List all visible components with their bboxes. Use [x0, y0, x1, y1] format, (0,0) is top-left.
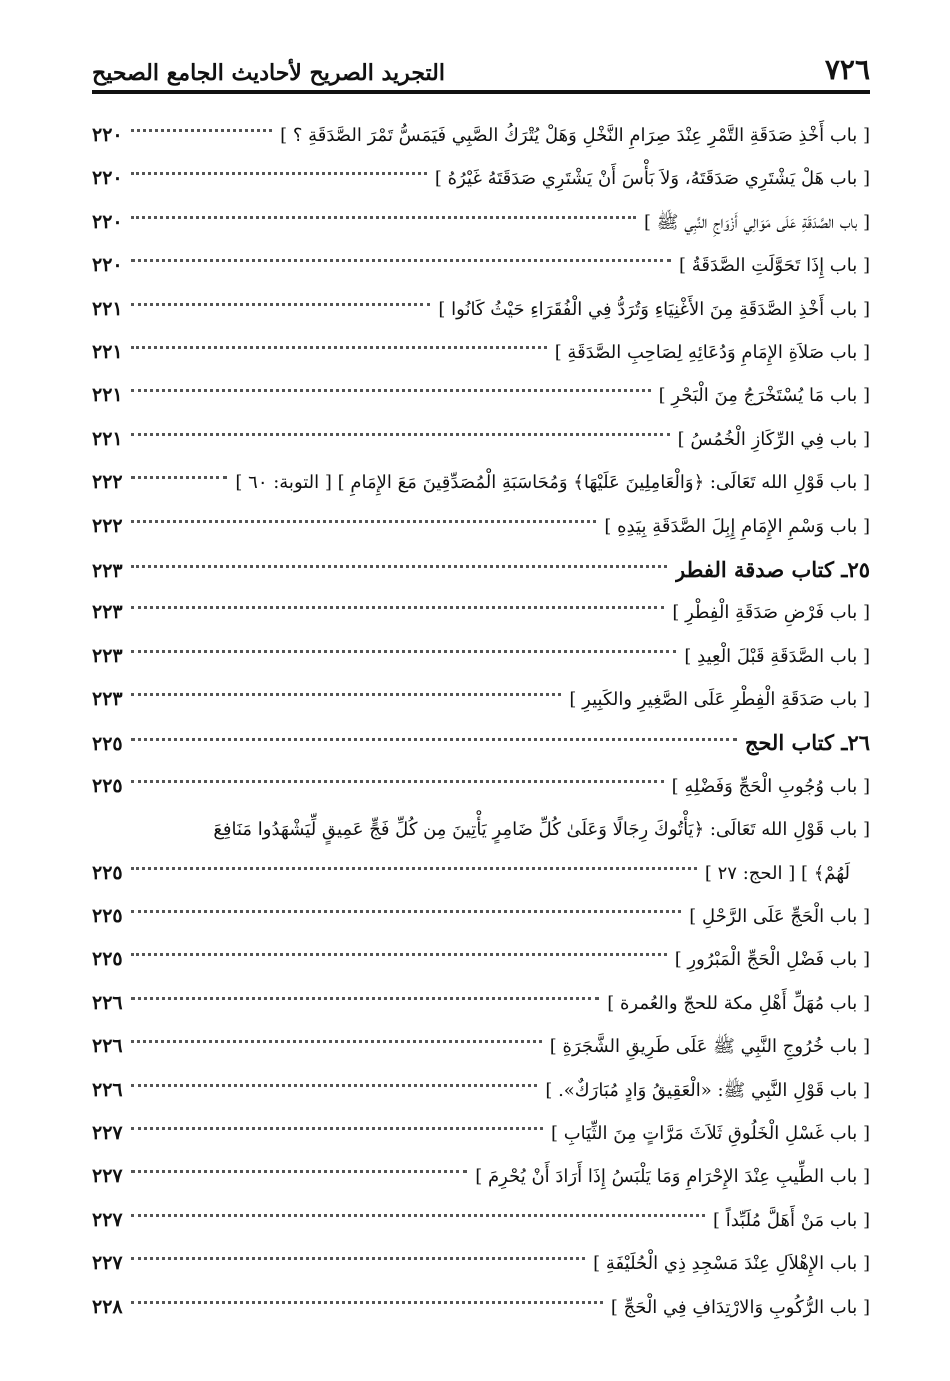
entry-page-number: ٢٢٨ [92, 1295, 123, 1318]
toc-entry [92, 635, 870, 678]
entry-page-number: ٢٢٢ [92, 514, 123, 537]
dot-leader [131, 476, 228, 479]
entry-title: لَهُمْ﴾ ] [ الحج: ٢٧ ] [704, 862, 850, 884]
entry-page-number: ٢٢٥ [92, 905, 123, 928]
toc-entry [92, 288, 870, 331]
book-title: ٢٥ـ كتاب صدقة الفطر [675, 556, 870, 582]
entry-title: [ باب الإِهْلاَلِ عِنْدَ مَسْجِدِ ذِي الْحُلَيْفَةِ ] [593, 1253, 870, 1275]
dot-leader [131, 129, 272, 132]
entry-title: [ باب صَلاَةِ الإِمَامِ وَدُعَائِهِ لِصَاحِبِ الصَّدَقَةِ ] [554, 341, 870, 363]
entry-title: [ باب خُرُوجِ النَّبِي ﷺ عَلَى طَرِيقِ الشَّجَرَةِ ] [549, 1036, 870, 1058]
book-title: ٢٦ـ كتاب الحج [744, 730, 870, 756]
entry-page-number: ٢٢٧ [92, 1208, 123, 1231]
dot-leader [131, 389, 651, 392]
entry-title: [ باب وُجُوبِ الْحَجِّ وَفَضْلِهِ ] [671, 775, 870, 797]
entry-title: [ باب الرُّكُوبِ وَالارْتِدَافِ فِي الْحَجِّ ] [610, 1296, 870, 1318]
entry-title: [ باب فَضْلِ الْحَجِّ الْمَبْرُورِ ] [674, 949, 870, 971]
dot-leader [131, 1084, 538, 1087]
dot-leader [131, 693, 562, 696]
entry-page-number: ٢٢٠ [92, 254, 123, 277]
entry-title: [ باب مُهَلِّ أَهْلِ مكة للحجّ والعُمرة ] [607, 992, 870, 1014]
entry-title: [ باب فَرْضِ صَدَقَةِ الْفِطْرِ ] [672, 602, 870, 624]
toc-entry [92, 1069, 870, 1112]
entry-title: [ باب غَسْلِ الْخَلُوقِ ثَلاَثَ مَرَّاتٍ مِنَ الثِّيَابِ ] [550, 1122, 870, 1144]
dot-leader [131, 1040, 542, 1043]
entry-page-number: ٢٢٠ [92, 124, 123, 146]
dot-leader [131, 1257, 586, 1260]
dot-leader [131, 1170, 468, 1173]
running-title: التجريد الصريح لأحاديث الجامع الصحيح [92, 60, 445, 86]
entry-title: [ باب قَوْلِ الله تَعَالَى: ﴿وَالْعَامِلِينَ عَلَيْهَا﴾ وَمُحَاسَبَةِ الْمُصَدِّقِينَ مَعَ الإِمَامِ ] [ التوبة: ٦٠ ] [235, 472, 870, 494]
dot-leader [131, 650, 677, 653]
dot-leader [131, 346, 547, 349]
entry-title: [ باب الصَّدَقَةِ قَبْلَ الْعِيدِ ] [684, 645, 870, 667]
entry-title: [ باب أَخْذِ الصَّدَقَةِ مِنَ الأَغْنِيَاءِ وَتُرَدُّ فِي الْفُقَرَاءِ حَيْثُ كَانُوا ] [438, 298, 870, 320]
entry-title: [ باب إِذَا تَحَوَّلَتِ الصَّدَقَةُ ] [679, 255, 870, 277]
entry-page-number: ٢٢٧ [92, 1165, 123, 1188]
toc-entry [92, 678, 870, 721]
entry-title: [ باب وَسْمِ الإِمَامِ إِبِلَ الصَّدَقَةِ بِيَدِهِ ] [604, 515, 870, 537]
entry-page-number: ٢٢١ [92, 384, 123, 407]
toc-entry [92, 1242, 870, 1285]
toc-entry [92, 374, 870, 417]
toc-entry [92, 1199, 870, 1242]
entry-page-number: ٢٢٦ [92, 1035, 123, 1058]
toc-entry [92, 331, 870, 374]
table-of-contents [92, 114, 870, 1329]
toc-entry [92, 1286, 870, 1329]
entry-page-number: ٢٢٥ [92, 774, 123, 797]
toc-entry [92, 1155, 870, 1198]
entry-page-number: ٢٢٣ [92, 559, 123, 582]
entry-title: [ باب هَلْ يَشْتَرِي صَدَقَتَهُ، وَلاَ بَأْسَ أَنْ يَشْتَرِي صَدَقَتَهُ غَيْرُهُ ] [434, 168, 870, 190]
toc-entry [92, 982, 870, 1025]
toc-book-heading [92, 548, 870, 591]
entry-title: [ باب مَا يُسْتَخْرَجُ مِنَ الْبَحْرِ ] [658, 385, 870, 407]
dot-leader [131, 565, 667, 568]
page-number: ٧٢٦ [824, 53, 870, 86]
entry-page-number: ٢٢٦ [92, 991, 123, 1014]
entry-page-number: ٢٢٦ [92, 1078, 123, 1101]
entry-page-number: ٢٢٧ [92, 1252, 123, 1275]
entry-page-number: ٢٢٣ [92, 688, 123, 711]
dot-leader [131, 303, 431, 306]
entry-page-number: ٢٢١ [92, 340, 123, 363]
toc-entry [92, 114, 870, 157]
entry-page-number: ٢٢١ [92, 297, 123, 320]
entry-title: [ باب مَنْ أَهَلَّ مُلَبِّداً ] [712, 1209, 870, 1231]
entry-title: [ باب الصَّدَقَةِ عَلَى مَوَالِي أَزْوَاجِ النَّبِي ﷺ ] [643, 211, 870, 233]
page-header [92, 52, 870, 94]
entry-title: [ باب قَوْلِ النَّبِي ﷺ: «الْعَقِيقُ وَادٍ مُبَارَكٌ». ] [545, 1079, 870, 1101]
entry-title: [ باب الطِّيبِ عِنْدَ الإِحْرَامِ وَمَا يَلْبَسُ إِذَا أَرَادَ أَنْ يُحْرِمَ ] [475, 1166, 870, 1188]
entry-title: [ باب صَدَقَةِ الْفِطْرِ عَلَى الصَّغِيرِ والكَبِيرِ ] [569, 689, 870, 711]
entry-page-number: ٢٢٧ [92, 1121, 123, 1144]
toc-entry [92, 1112, 870, 1155]
dot-leader [131, 172, 427, 175]
entry-page-number: ٢٢٣ [92, 601, 123, 624]
dot-leader [131, 606, 665, 609]
toc-entry [92, 938, 870, 981]
dot-leader [131, 780, 664, 783]
toc-entry [92, 157, 870, 200]
toc-entry [92, 765, 870, 808]
entry-page-number: ٢٢٥ [92, 733, 123, 756]
dot-leader [131, 867, 697, 870]
entry-page-number: ٢٢٣ [92, 644, 123, 667]
dot-leader [131, 1301, 603, 1304]
entry-page-number: ٢٢١ [92, 427, 123, 450]
toc-entry [92, 201, 870, 244]
document-page [92, 52, 870, 1329]
toc-entry [92, 591, 870, 634]
dot-leader [131, 997, 600, 1000]
dot-leader [131, 216, 636, 219]
toc-entry [92, 808, 870, 851]
dot-leader [131, 433, 670, 436]
toc-entry [92, 895, 870, 938]
dot-leader [131, 520, 597, 523]
dot-leader [131, 910, 682, 913]
toc-entry [92, 418, 870, 461]
toc-entry [92, 1025, 870, 1068]
entry-page-number: ٢٢٥ [92, 861, 123, 884]
entry-title: [ باب فِي الرِّكَازِ الْخُمُسُ ] [677, 428, 870, 450]
entry-title: [ باب قَوْلِ الله تَعَالَى: ﴿يَأْتُوكَ رِجَالًا وَعَلَىٰ كُلِّ ضَامِرٍ يَأْتِينَ مِن كُلِّ فَجٍّ عَمِيقٍ لِّيَشْهَدُوا مَنَافِعَ [213, 819, 870, 841]
entry-page-number: ٢٢٠ [92, 167, 123, 190]
entry-title: [ باب الْحَجِّ عَلَى الرَّحْلِ ] [689, 906, 870, 928]
toc-entry [92, 505, 870, 548]
entry-title: [ باب أَخْذِ صَدَقَةِ التَّمْرِ عِنْدَ صِرَامِ النَّخْلِ وَهَلْ يُتْرَكُ الصَّبِي فَيَمَسُّ تَمْرَ الصَّدَقَةِ ؟ ] [280, 125, 870, 146]
entry-page-number: ٢٢٠ [92, 210, 123, 233]
toc-book-heading [92, 721, 870, 764]
entry-page-number: ٢٢٢ [92, 471, 123, 494]
dot-leader [131, 1214, 705, 1217]
toc-entry [92, 461, 870, 504]
toc-entry [92, 852, 870, 895]
dot-leader [131, 738, 737, 741]
dot-leader [131, 259, 671, 262]
entry-page-number: ٢٢٥ [92, 948, 123, 971]
dot-leader [131, 953, 667, 956]
dot-leader [131, 1127, 543, 1130]
toc-entry [92, 244, 870, 287]
